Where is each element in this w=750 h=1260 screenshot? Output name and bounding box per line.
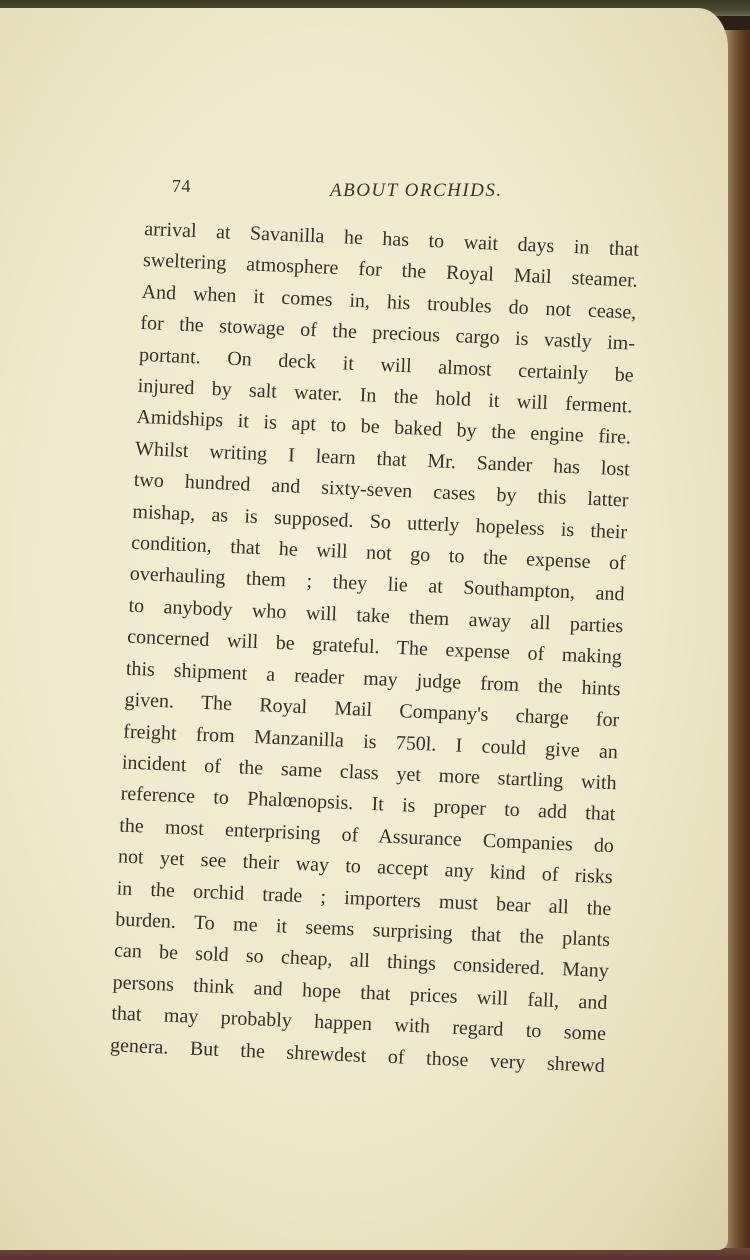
body-text <box>109 214 639 1082</box>
text-line: concerned will be grateful. The expense of making <box>126 625 623 669</box>
text-line: reference to Phalœnopsis. It is proper to add that <box>120 782 616 826</box>
text-line: that may probably happen with regard to some <box>111 1002 607 1046</box>
text-line: to anybody who will take them away all parties <box>128 594 624 638</box>
text-line: genera. But the shrewdest of those very shrewd <box>109 1033 606 1077</box>
text-line: burden. To me it seems surprising that the plants <box>114 908 611 952</box>
text-line: given. The Royal Mail Company's charge for <box>124 688 620 732</box>
text-line: persons think and hope that prices will fall, and <box>112 971 608 1014</box>
text-line: in the orchid trade ; importers must bear all the <box>116 876 612 920</box>
running-head: ABOUT ORCHIDS. <box>330 180 503 201</box>
text-line: injured by salt water. In the hold it will ferment. <box>137 374 633 418</box>
text-line: overhauling them ; they lie at Southampton, and <box>129 563 625 606</box>
text-line: arrival at Savanilla he has to wait days in that <box>143 217 640 261</box>
text-line: mishap, as is supposed. So utterly hopeless is their <box>132 500 628 544</box>
text-line: not yet see their way to accept any kind of risks <box>117 845 614 889</box>
text-line: Whilst writing I learn that Mr. Sander has lost <box>134 437 631 481</box>
text-line: freight from Manzanilla is 750l. I could give an <box>122 720 619 763</box>
text-line: condition, that he will not go to the expense of <box>130 531 627 575</box>
text-line: for the stowage of the precious cargo is vastly im- <box>139 312 636 355</box>
text-line: portant. On deck it will almost certainly be <box>138 343 635 387</box>
page-number: 74 <box>172 176 191 196</box>
text-line: sweltering atmosphere for the Royal Mail steamer. <box>142 249 639 293</box>
text-line: this shipment a reader may judge from the hints <box>125 657 621 701</box>
text-line: Amidships it is apt to be baked by the engine fire. <box>136 406 632 449</box>
text-line: can be sold so cheap, all things considered. Many <box>113 939 610 983</box>
text-line: two hundred and sixty-seven cases by this latter <box>133 469 629 512</box>
text-line: the most enterprising of Assurance Companies do <box>118 814 615 857</box>
book-page <box>0 8 728 1250</box>
page-header <box>172 176 592 206</box>
text-line: And when it comes in, his troubles do not cease, <box>141 280 637 324</box>
text-line: incident of the same class yet more startling with <box>121 751 618 795</box>
